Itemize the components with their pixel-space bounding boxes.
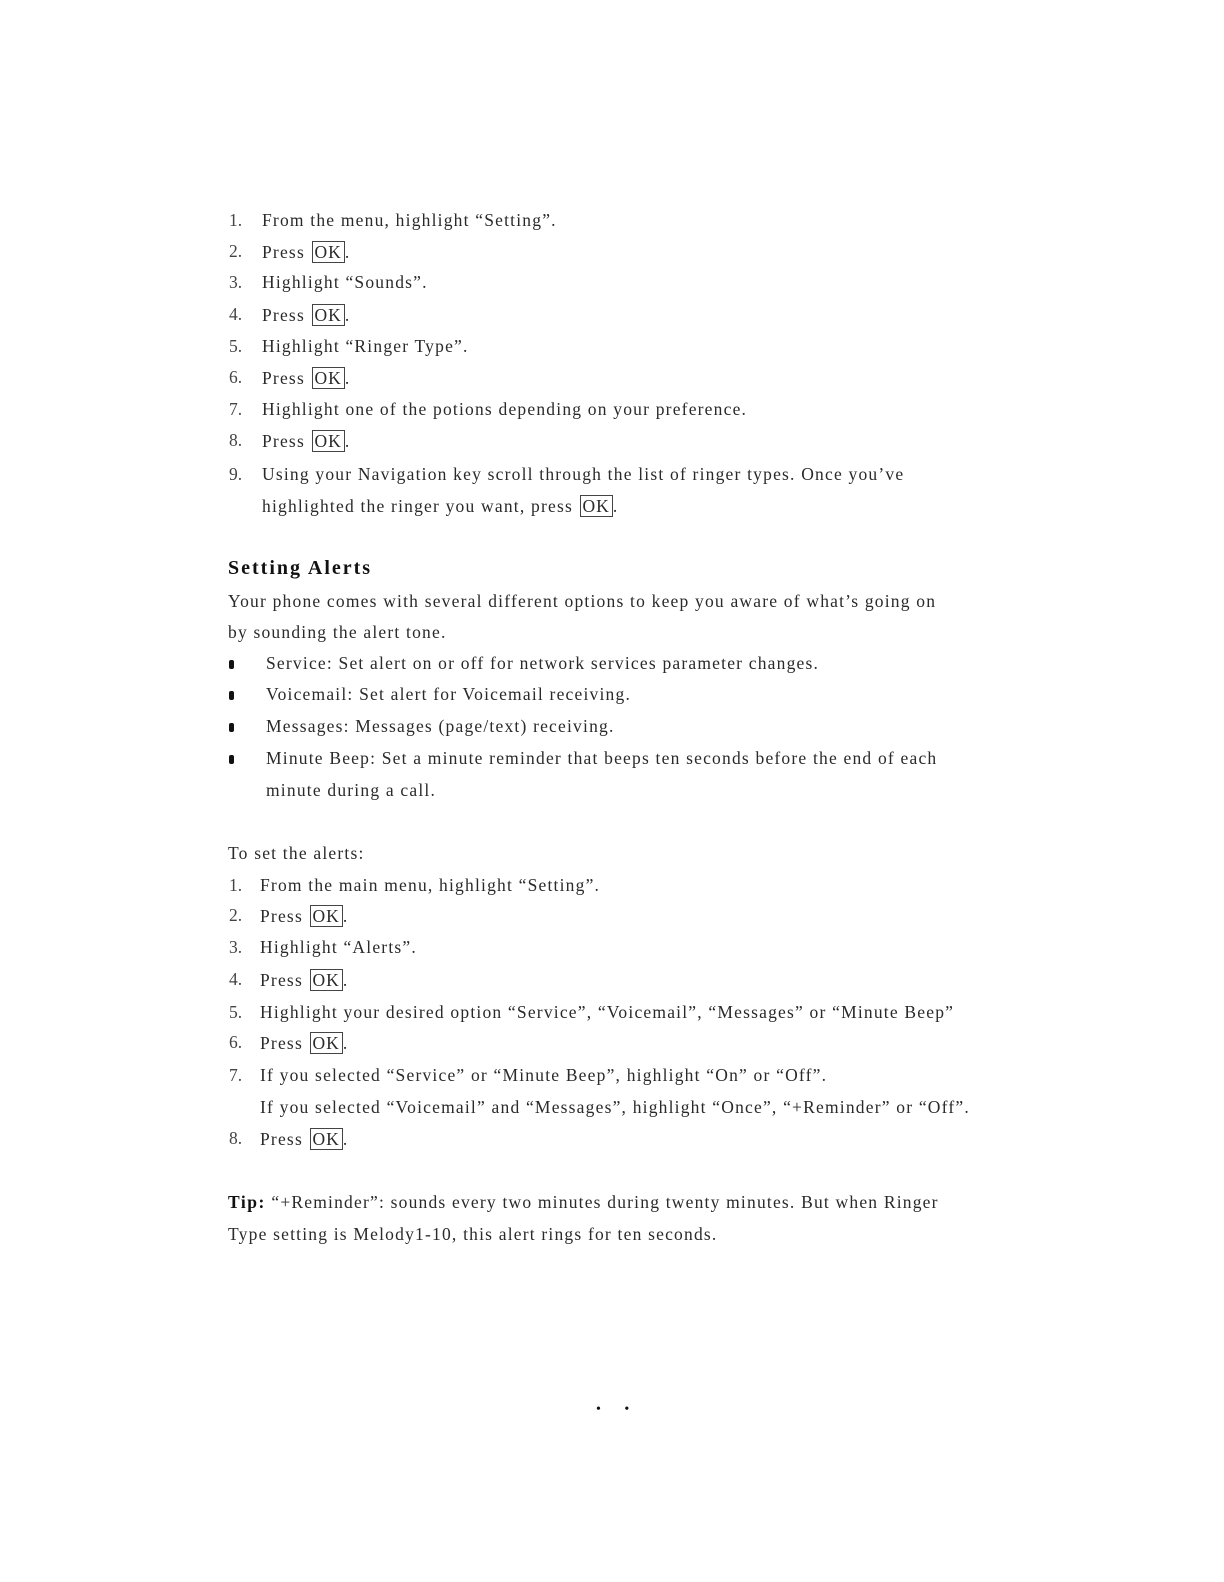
ok-key-label: OK xyxy=(580,495,613,517)
step-text xyxy=(260,1032,348,1054)
step-number: 8. xyxy=(229,430,243,450)
step-text-pre: Press xyxy=(262,242,311,262)
list-item: Service: Set alert on or off for network services parameter changes. xyxy=(266,653,820,673)
step-number: 6. xyxy=(229,1032,243,1052)
step-text-pre: Press xyxy=(260,970,309,990)
step-text xyxy=(260,875,600,896)
ok-key-label: OK xyxy=(310,1128,343,1150)
bullet-icon xyxy=(229,755,234,764)
ok-key-label: OK xyxy=(312,241,345,263)
step-text-post: . xyxy=(342,970,349,990)
step-text-pre: highlighted the ringer you want, press xyxy=(262,496,579,516)
step-text xyxy=(260,1065,827,1086)
step-number: 5. xyxy=(229,1002,243,1022)
step-number: 4. xyxy=(229,969,243,989)
step-text-pre: Highlight your desired option “Service”, “Voicemail”, “Messages” or “Minute Beep” xyxy=(260,1002,955,1022)
step-text xyxy=(262,272,428,293)
ok-key-label: OK xyxy=(310,1032,343,1054)
step-text xyxy=(262,399,747,420)
step-text-pre: Highlight “Ringer Type”. xyxy=(262,336,469,356)
step-number: 8. xyxy=(229,1128,243,1148)
intro-paragraph-line: by sounding the alert tone. xyxy=(228,622,447,642)
list-item-continuation: minute during a call. xyxy=(266,780,437,800)
step-text-pre: Using your Navigation key scroll through the list of ringer types. Once you’ve xyxy=(262,464,905,484)
step-text xyxy=(262,464,904,485)
tip-paragraph-line: Type setting is Melody1-10, this alert rings for ten seconds. xyxy=(228,1224,718,1244)
step-text-pre: Press xyxy=(260,1033,309,1053)
step-text-pre: Press xyxy=(260,1129,309,1149)
step-text xyxy=(262,210,557,231)
step-text-continuation xyxy=(262,495,618,517)
tip-label: Tip: xyxy=(228,1192,266,1212)
list-item: Voicemail: Set alert for Voicemail receiving. xyxy=(266,684,632,704)
step-number: 6. xyxy=(229,367,243,387)
step-text-pre: Press xyxy=(260,906,309,926)
step-number: 7. xyxy=(229,399,243,419)
step-text xyxy=(262,430,350,452)
step-text-post: . xyxy=(344,305,351,325)
tip-text: “+Reminder”: sounds every two minutes during twenty minutes. But when Ringer xyxy=(265,1192,939,1212)
step-number: 3. xyxy=(229,937,243,957)
step-text-post: . xyxy=(342,906,349,926)
ok-key-label: OK xyxy=(310,969,343,991)
bullet-icon xyxy=(229,723,234,732)
step-text-post: . xyxy=(344,431,351,451)
step-text xyxy=(262,367,350,389)
ok-key-label: OK xyxy=(312,367,345,389)
step-text xyxy=(260,937,417,958)
step-number: 4. xyxy=(229,304,243,324)
ok-key-label: OK xyxy=(312,304,345,326)
ok-key-label: OK xyxy=(312,430,345,452)
bullet-icon xyxy=(229,691,234,700)
step-text xyxy=(262,241,350,263)
step-text-continuation xyxy=(260,1097,970,1118)
step-text xyxy=(262,336,469,357)
step-number: 9. xyxy=(229,464,243,484)
tip-paragraph-line xyxy=(228,1192,939,1213)
step-text-post: . xyxy=(342,1129,349,1149)
step-text-post: . xyxy=(342,1033,349,1053)
step-text xyxy=(260,1128,348,1150)
step-text-pre: Highlight one of the potions depending on your preference. xyxy=(262,399,748,419)
step-number: 3. xyxy=(229,272,243,292)
step-text xyxy=(260,905,348,927)
step-number: 7. xyxy=(229,1065,243,1085)
step-text-post: . xyxy=(344,368,351,388)
step-text-pre: Press xyxy=(262,368,311,388)
step-text-pre: If you selected “Voicemail” and “Messages”, highlight “Once”, “+Reminder” or “Off”. xyxy=(260,1097,970,1117)
step-text-post: . xyxy=(344,242,351,262)
section-heading: Setting Alerts xyxy=(228,557,373,579)
ok-key-label: OK xyxy=(310,905,343,927)
step-text-pre: Highlight “Sounds”. xyxy=(262,272,428,292)
step-text-pre: If you selected “Service” or “Minute Beep”, highlight “On” or “Off”. xyxy=(260,1065,828,1085)
intro-paragraph-line: Your phone comes with several different options to keep you aware of what’s going on xyxy=(228,591,937,611)
step-number: 1. xyxy=(229,210,243,230)
step-number: 2. xyxy=(229,905,243,925)
page-number-mark: • • xyxy=(596,1402,640,1417)
step-text xyxy=(260,1002,954,1023)
step-text-pre: Press xyxy=(262,305,311,325)
step-text-post: . xyxy=(612,496,619,516)
step-number: 1. xyxy=(229,875,243,895)
step-text xyxy=(262,304,350,326)
bullet-icon xyxy=(229,660,234,669)
list-item: Messages: Messages (page/text) receiving. xyxy=(266,716,615,736)
step-text-pre: Press xyxy=(262,431,311,451)
step-text-pre: Highlight “Alerts”. xyxy=(260,937,417,957)
step-number: 5. xyxy=(229,336,243,356)
step-text-pre: From the menu, highlight “Setting”. xyxy=(262,210,557,230)
step-text-pre: From the main menu, highlight “Setting”. xyxy=(260,875,601,895)
step-text xyxy=(260,969,348,991)
list-item: Minute Beep: Set a minute reminder that beeps ten seconds before the end of each xyxy=(266,748,938,768)
instruction-lead: To set the alerts: xyxy=(228,843,365,863)
step-number: 2. xyxy=(229,241,243,261)
